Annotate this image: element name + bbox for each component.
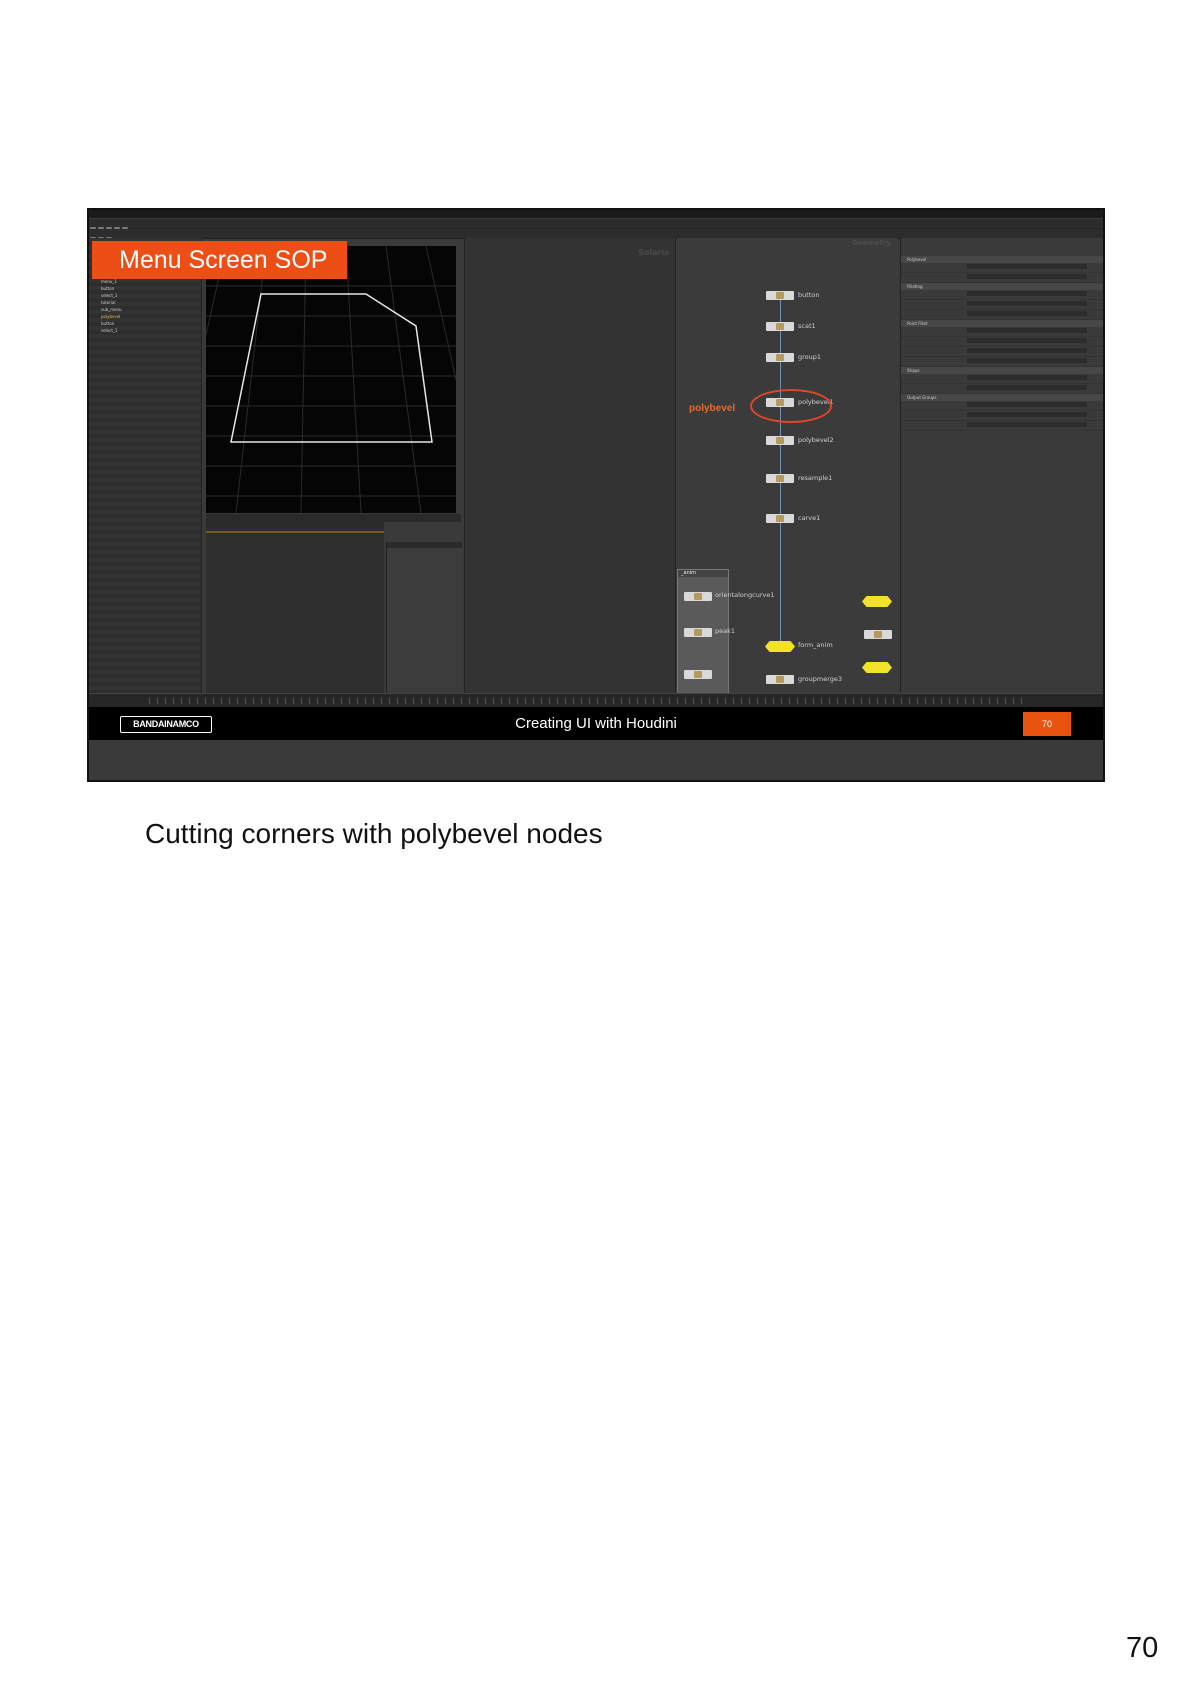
param-field[interactable]: [967, 274, 1087, 279]
scene-outliner[interactable]: [89, 238, 202, 693]
selection-line: [206, 531, 384, 533]
node-label: peak1: [715, 627, 736, 635]
node-carve1[interactable]: [766, 514, 794, 523]
param-field[interactable]: [967, 301, 1087, 306]
menu-bar: [89, 210, 1103, 218]
node-resample1[interactable]: [766, 474, 794, 483]
footer-title: Creating UI with Houdini: [515, 715, 677, 732]
node-yellow-a[interactable]: [862, 596, 892, 607]
param-field[interactable]: [967, 264, 1087, 269]
subnet-title: _anim: [678, 570, 728, 577]
scene-viewport[interactable]: [206, 246, 456, 513]
slide-badge: Menu Screen SOP: [92, 241, 347, 279]
node-label: orientalongcurve1: [715, 591, 775, 599]
slide-screenshot: [89, 210, 1103, 780]
node-groupmerge3[interactable]: [766, 675, 794, 684]
timeline-ruler[interactable]: [149, 698, 1029, 704]
node-icon: [776, 475, 784, 482]
node-icon: [694, 671, 702, 678]
node-icon: [776, 292, 784, 299]
node-group1[interactable]: [766, 353, 794, 362]
node-subnet-c[interactable]: [684, 670, 712, 679]
node-icon: [776, 323, 784, 330]
pane-header: [206, 522, 384, 528]
node-icon: [776, 354, 784, 361]
node-wire: [780, 298, 781, 642]
node-icon: [874, 631, 882, 638]
param-row[interactable]: [901, 401, 1103, 411]
node-label: carve1: [798, 514, 821, 522]
polybevel-annotation: polybevel: [689, 403, 736, 414]
param-row[interactable]: [901, 411, 1103, 421]
param-row[interactable]: [901, 421, 1103, 431]
node-polybevel2[interactable]: [766, 436, 794, 445]
node-label: polybevel1: [798, 398, 834, 406]
node-label: groupmerge3: [798, 675, 843, 683]
solaris-network[interactable]: [464, 238, 676, 702]
node-icon: [694, 593, 702, 600]
bandainamco-logo: BANDAINAMCO: [120, 716, 212, 733]
parameter-editor[interactable]: [900, 238, 1103, 702]
outliner-row[interactable]: menu_1: [101, 279, 117, 284]
param-field[interactable]: [967, 338, 1087, 343]
param-field[interactable]: [967, 291, 1087, 296]
param-field[interactable]: [967, 375, 1087, 380]
param-field[interactable]: [967, 311, 1087, 316]
outliner-row[interactable]: sub_menu: [101, 307, 122, 312]
param-row[interactable]: [901, 300, 1103, 310]
param-row[interactable]: [901, 273, 1103, 283]
node-yellow-b[interactable]: [862, 662, 892, 673]
param-row[interactable]: [901, 357, 1103, 367]
param-row[interactable]: [901, 263, 1103, 273]
param-field[interactable]: [967, 328, 1087, 333]
solaris-watermark: Solaris: [638, 248, 669, 257]
node-icon: [776, 515, 784, 522]
timeline-bar[interactable]: [89, 693, 1103, 708]
param-section[interactable]: Filleting: [901, 283, 1103, 290]
outliner-row[interactable]: select_1: [101, 293, 118, 298]
param-row[interactable]: [901, 347, 1103, 357]
page-caption: Cutting corners with polybevel nodes: [145, 818, 603, 849]
outliner-row[interactable]: polybevel: [101, 314, 121, 319]
node-label: polybevel2: [798, 436, 834, 444]
node-label: scat1: [798, 322, 816, 330]
param-field[interactable]: [967, 422, 1087, 427]
param-section[interactable]: Shape: [901, 367, 1103, 374]
details-pane[interactable]: [386, 542, 462, 707]
node-peak1[interactable]: [684, 628, 712, 637]
node-icon: [776, 437, 784, 444]
outliner-row[interactable]: tutorial: [101, 300, 116, 305]
param-section[interactable]: Output Groups: [901, 394, 1103, 401]
node-right-a[interactable]: [864, 630, 892, 639]
node-orientalongcurve1[interactable]: [684, 592, 712, 601]
param-field[interactable]: [967, 385, 1087, 390]
pane-tabs[interactable]: [206, 514, 461, 522]
param-row[interactable]: [901, 310, 1103, 320]
outliner-row[interactable]: button: [101, 321, 115, 326]
node-scat1[interactable]: [766, 322, 794, 331]
node-form-anim[interactable]: [765, 641, 795, 652]
param-field[interactable]: [967, 402, 1087, 407]
param-field[interactable]: [967, 412, 1087, 417]
tab-toolbar[interactable]: [89, 219, 1103, 229]
viewport-grid: [206, 246, 456, 513]
param-row[interactable]: [901, 327, 1103, 337]
details-tabs[interactable]: [387, 542, 462, 548]
node-icon: [694, 629, 702, 636]
param-row[interactable]: [901, 337, 1103, 347]
node-label: group1: [798, 353, 822, 361]
network-watermark: Geometry: [852, 239, 891, 247]
param-field[interactable]: [967, 348, 1087, 353]
node-label: resample1: [798, 474, 833, 482]
node-icon: [776, 676, 784, 683]
param-row[interactable]: [901, 384, 1103, 394]
spreadsheet-pane[interactable]: [206, 522, 384, 702]
slide-footer: [89, 707, 1103, 740]
param-row[interactable]: [901, 290, 1103, 300]
page-number: 70: [1126, 1632, 1159, 1664]
param-section[interactable]: Point Fillet: [901, 320, 1103, 327]
footer-page-number: 70: [1023, 712, 1071, 736]
highlight-ring: [750, 389, 832, 423]
node-label: form_anim: [798, 641, 833, 649]
node-button[interactable]: [766, 291, 794, 300]
param-section[interactable]: Polybevel: [901, 256, 1103, 263]
outliner-row[interactable]: button: [101, 286, 115, 291]
param-row[interactable]: [901, 374, 1103, 384]
node-label: button: [798, 291, 820, 299]
param-field[interactable]: [967, 358, 1087, 363]
network-editor[interactable]: [677, 238, 897, 702]
outliner-row[interactable]: select_1: [101, 328, 118, 333]
